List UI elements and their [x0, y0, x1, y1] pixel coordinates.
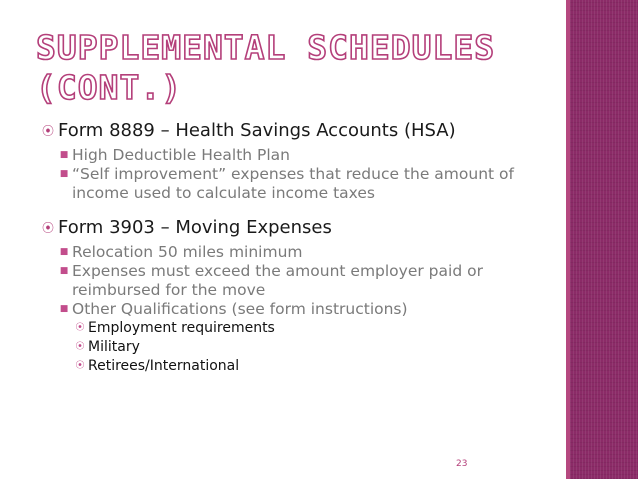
square-bullet-icon: ■ — [59, 304, 69, 314]
list-item-text: Relocation 50 miles minimum — [72, 243, 303, 261]
square-bullet-icon: ■ — [59, 266, 69, 276]
title-line-2: (CONT.) — [36, 68, 183, 107]
circle-dot-bullet-icon: ⦿ — [75, 323, 85, 333]
square-bullet-icon: ■ — [59, 150, 69, 160]
list-item — [38, 146, 558, 165]
slide-title — [36, 28, 556, 108]
sub-list-item-text: Retirees/International — [88, 358, 240, 374]
circle-dot-bullet-icon: ⦿ — [75, 361, 85, 371]
slide-content — [38, 120, 558, 376]
sub-list-item — [38, 338, 558, 357]
side-band — [570, 0, 638, 479]
circle-dot-bullet-icon: ⦿ — [41, 221, 54, 235]
section-heading-text: Form 8889 – Health Savings Accounts (HSA) — [58, 120, 456, 141]
list-item-text: High Deductible Health Plan — [72, 146, 290, 164]
list-item — [38, 243, 558, 262]
list-item-text: Other Qualifications (see form instructions) — [72, 300, 408, 318]
list-item — [38, 262, 558, 300]
section-gap — [38, 203, 558, 217]
section-heading-text: Form 3903 – Moving Expenses — [58, 217, 332, 238]
page-number: 23 — [456, 459, 468, 469]
square-bullet-icon: ■ — [59, 247, 69, 257]
circle-dot-bullet-icon: ⦿ — [75, 342, 85, 352]
sub-list-item-text: Military — [88, 339, 140, 355]
sub-list-item — [38, 357, 558, 376]
section-heading — [38, 217, 558, 239]
list-item — [38, 165, 558, 203]
sub-list-item — [38, 319, 558, 338]
square-bullet-icon: ■ — [59, 169, 69, 179]
title-line-1: SUPPLEMENTAL SCHEDULES — [36, 28, 496, 67]
section-heading — [38, 120, 558, 142]
list-item — [38, 300, 558, 319]
list-item-text: Expenses must exceed the amount employer paid or reimbursed for the move — [72, 262, 483, 299]
list-item-text: “Self improvement” expenses that reduce the amount of income used to calculate income taxes — [72, 165, 514, 202]
circle-dot-bullet-icon: ⦿ — [41, 124, 54, 138]
sub-list-item-text: Employment requirements — [88, 320, 275, 336]
